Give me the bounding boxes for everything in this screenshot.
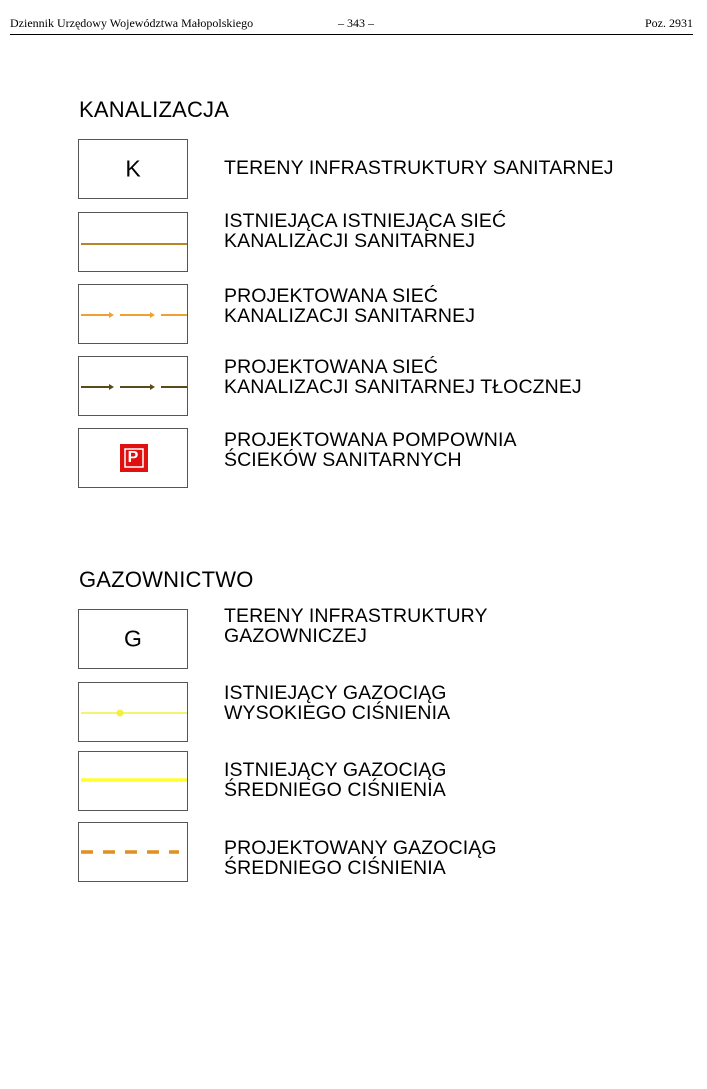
- legend-label-pump-station: [224, 430, 517, 470]
- legend-symbol-g: [78, 609, 188, 669]
- legend-line: KANALIZACJI SANITARNEJ: [224, 305, 476, 327]
- legend-label-high-pressure-gas: [224, 683, 450, 723]
- thin-line-with-dot-icon: [79, 683, 189, 743]
- legend-label-projected-gas: [224, 838, 497, 878]
- page-number: – 343 –: [338, 16, 374, 30]
- legend-label-existing-sewer: [224, 211, 506, 251]
- dashed-arrow-line-icon: [79, 357, 189, 417]
- legend-symbol-projected-sewer: [78, 284, 188, 344]
- legend-line: ISTNIEJĄCA ISTNIEJĄCA SIEĆ: [224, 210, 507, 232]
- legend-line: ŚREDNIEGO CIŚNIENIA: [224, 779, 446, 801]
- solid-line-icon: [79, 213, 189, 273]
- dashed-arrow-line-icon: [79, 285, 189, 345]
- legend-line: PROJEKTOWANA SIEĆ: [224, 356, 439, 378]
- legend-line: TERENY INFRASTRUKTURY SANITARNEJ: [224, 157, 614, 179]
- legend-symbol-k: [78, 139, 188, 199]
- legend-label-medium-pressure-gas: [224, 760, 447, 800]
- legend-line: ŚCIEKÓW SANITARNYCH: [224, 449, 462, 471]
- legend-label-projected-pressure-sewer: [224, 357, 582, 397]
- position-number: Poz. 2931: [645, 16, 693, 30]
- legend-line: PROJEKTOWANA POMPOWNIA: [224, 429, 517, 451]
- legend-symbol-pump-station: [78, 428, 188, 488]
- journal-title: Dziennik Urzędowy Województwa Małopolskiego: [10, 16, 254, 30]
- symbol-letter: K: [125, 155, 141, 182]
- legend-line: ŚREDNIEGO CIŚNIENIA: [224, 857, 446, 879]
- section-title-kanalizacja: KANALIZACJA: [79, 97, 230, 122]
- legend-line: GAZOWNICZEJ: [224, 625, 368, 647]
- symbol-letter: G: [124, 625, 142, 652]
- legend-label-gas-areas: [224, 606, 488, 646]
- legend-line: PROJEKTOWANY GAZOCIĄG: [224, 837, 497, 859]
- legend-symbol-high-pressure-gas: [78, 682, 188, 742]
- legend-line: KANALIZACJI SANITARNEJ: [224, 230, 476, 252]
- solid-line-icon: [79, 752, 189, 812]
- legend-symbol-existing-sewer: [78, 212, 188, 272]
- legend-label-projected-sewer: [224, 286, 475, 326]
- legend-symbol-projected-pressure-sewer: [78, 356, 188, 416]
- legend-symbol-projected-gas: [78, 822, 188, 882]
- legend-label-sanitary-areas: [224, 158, 614, 178]
- legend-line: TERENY INFRASTRUKTURY: [224, 605, 488, 627]
- legend-symbol-medium-pressure-gas: [78, 751, 188, 811]
- legend-line: KANALIZACJI SANITARNEJ TŁOCZNEJ: [224, 376, 582, 398]
- section-title-gazownictwo: GAZOWNICTWO: [79, 567, 254, 592]
- symbol-letter: P: [127, 449, 139, 466]
- dashed-line-icon: [79, 823, 189, 883]
- legend-line: WYSOKIEGO CIŚNIENIA: [224, 702, 451, 724]
- legend-line: PROJEKTOWANA SIEĆ: [224, 285, 439, 307]
- legend-line: ISTNIEJĄCY GAZOCIĄG: [224, 682, 447, 704]
- legend-line: ISTNIEJĄCY GAZOCIĄG: [224, 759, 447, 781]
- page-header: [10, 14, 693, 35]
